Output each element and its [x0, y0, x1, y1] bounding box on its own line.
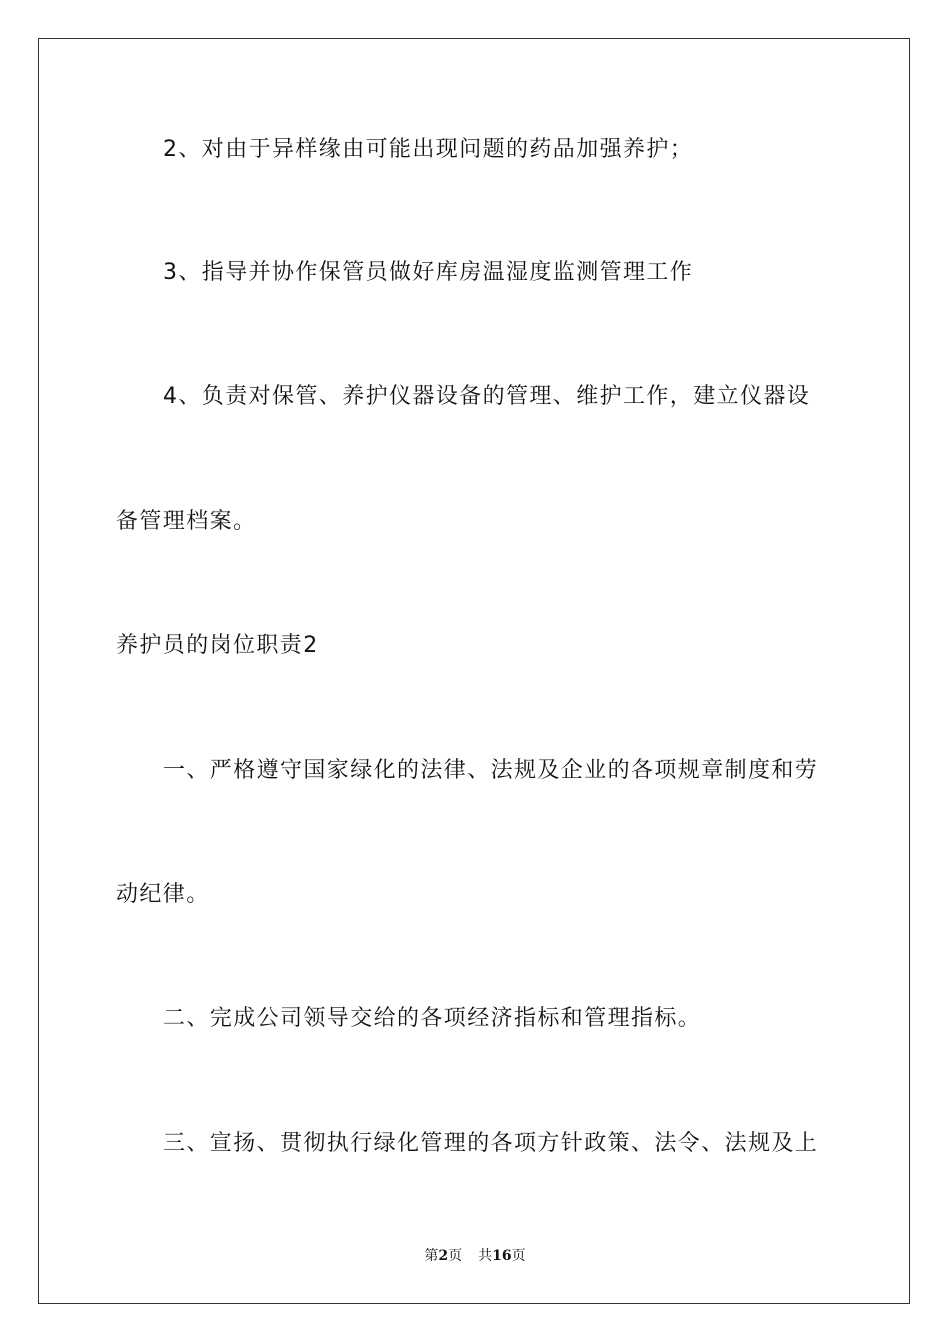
section-heading: 养护员的岗位职责2	[116, 633, 319, 658]
footer-total-pages: 16	[492, 1248, 512, 1264]
paragraph-line: 2、对由于异样缘由可能出现问题的药品加强养护；	[163, 137, 694, 162]
page-footer	[0, 1246, 950, 1266]
footer-page-prefix: 第	[424, 1248, 439, 1264]
paragraph-line: 三、宣扬、贯彻执行绿化管理的各项方针政策、法令、法规及上	[163, 1131, 819, 1156]
paragraph-line: 一、严格遵守国家绿化的法律、法规及企业的各项规章制度和劳	[163, 758, 819, 783]
paragraph-line: 4、负责对保管、养护仪器设备的管理、维护工作，建立仪器设	[163, 384, 811, 409]
footer-total-suffix: 页	[511, 1248, 526, 1264]
footer-page-suffix: 页	[448, 1248, 463, 1264]
footer-page-number: 2	[438, 1248, 449, 1264]
paragraph-line: 3、指导并协作保管员做好库房温湿度监测管理工作	[163, 260, 694, 285]
paragraph-line: 动纪律。	[116, 882, 210, 907]
paragraph-line: 备管理档案。	[116, 509, 257, 534]
paragraph-line: 二、完成公司领导交给的各项经济指标和管理指标。	[163, 1006, 702, 1031]
footer-total-prefix: 共	[478, 1248, 493, 1264]
page-border	[38, 38, 910, 1304]
